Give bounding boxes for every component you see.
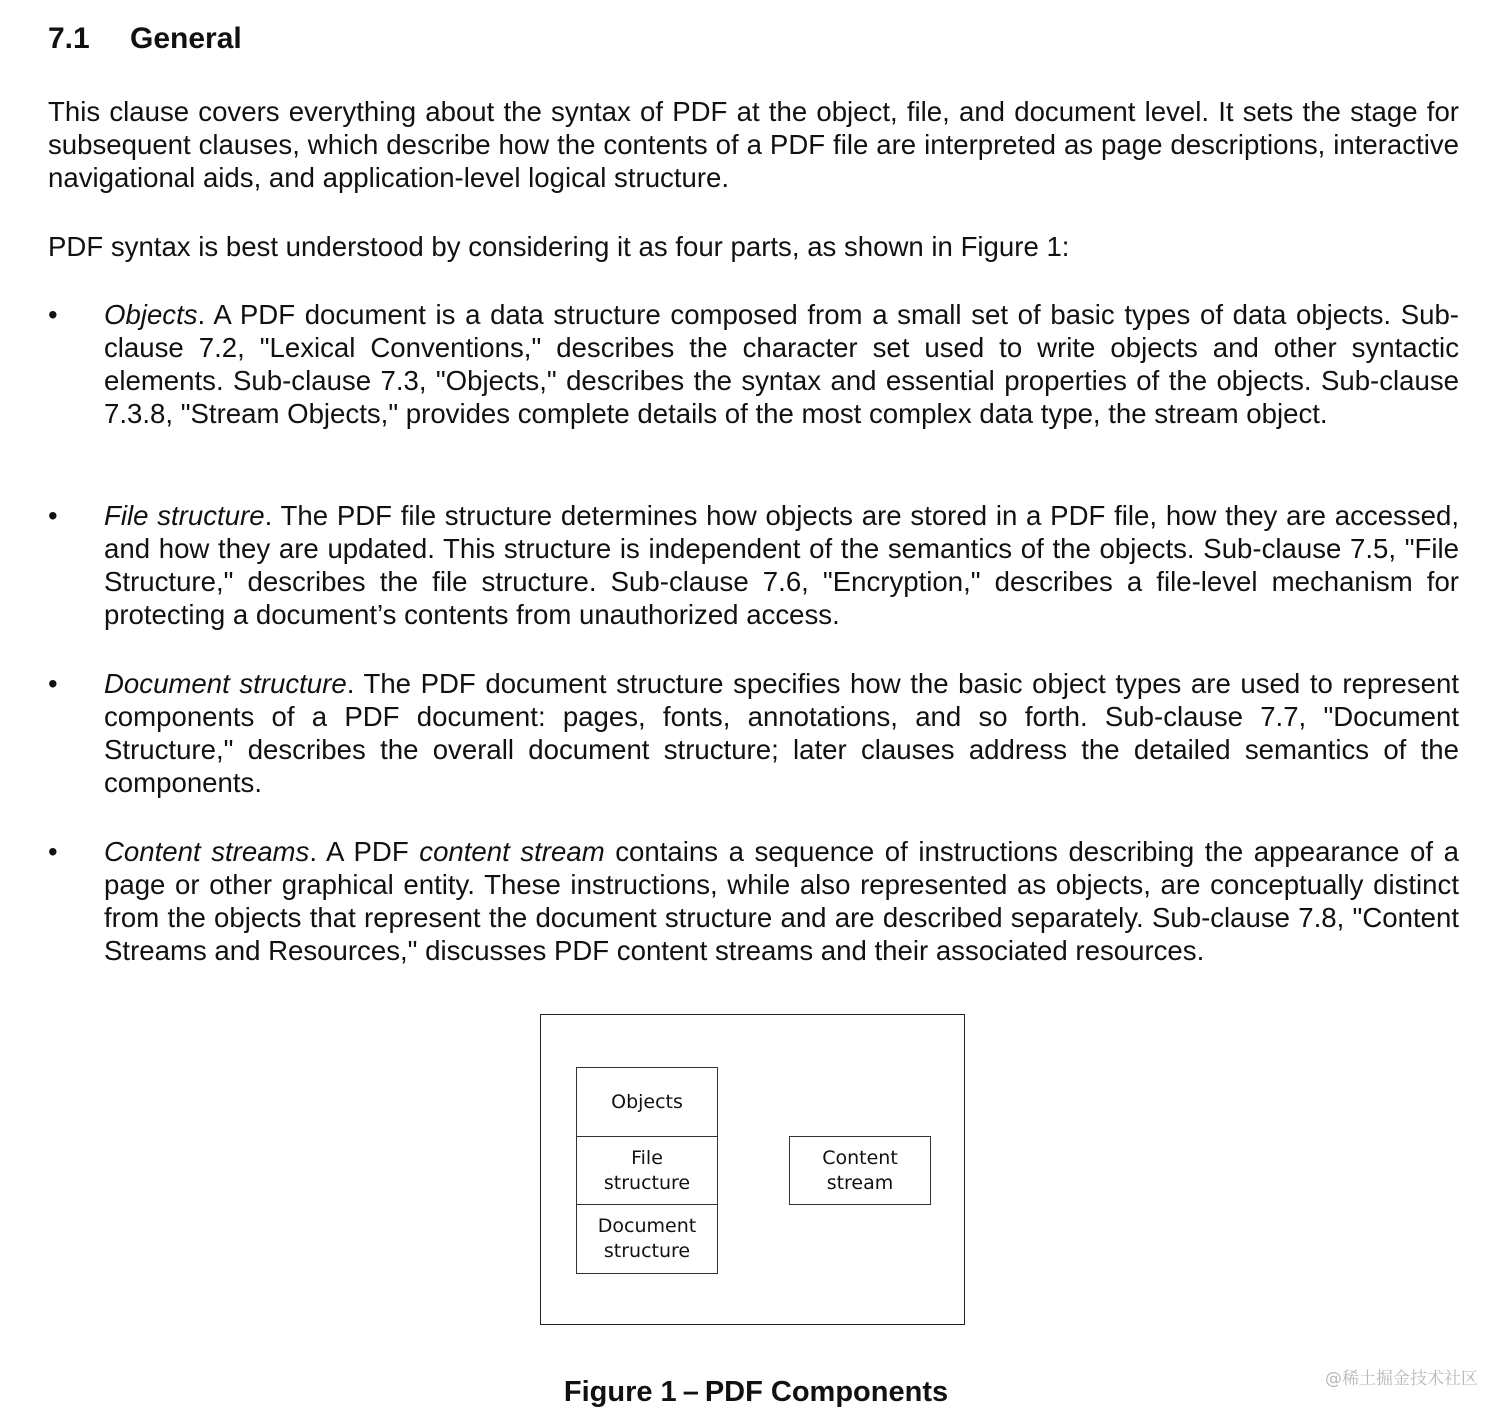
file-structure-label: File structure xyxy=(603,1146,691,1194)
bullet-body: . The PDF file structure determines how objects are stored in a PDF file, how they are accessed, and how they are updated. This structure is independent of the semantics of the objects. Sub-clause 7.5, "File Structure," describes the file structure. Sub-clause 7.6, "Encryption," describes a file-level mechanism for protecting a document’s contents from unauthorized access. xyxy=(104,500,1459,630)
objects-label: Objects xyxy=(611,1090,683,1113)
bullet-marker: • xyxy=(48,836,58,867)
bullet-body: . A PDF document is a data structure composed from a small set of basic types of data objects. Sub-clause 7.2, "Lexical Conventions," describes the character set used to write objects and other syntactic elements. Sub-clause 7.3, "Objects," describes the syntax and essential properties of the objects. Sub-clause 7.3.8, "Stream Objects," provides complete details of the most complex data type, the stream object. xyxy=(104,299,1459,429)
bullet-body: . The PDF document structure specifies how the basic object types are used to represent components of a PDF document: pages, fonts, annotations, and so forth. Sub-clause 7.7, "Document Structure," describes the overall document structure; later clauses address the detailed semantics of the components. xyxy=(104,668,1459,798)
caption-title: PDF Components xyxy=(704,1376,949,1408)
file-structure-box xyxy=(576,1136,718,1205)
bullet-term-inline: content stream xyxy=(419,836,605,867)
bullet-objects xyxy=(48,298,1459,430)
section-heading xyxy=(48,22,242,56)
content-stream-box xyxy=(789,1136,931,1205)
figure-caption xyxy=(0,1376,1512,1409)
bullet-term: Document structure xyxy=(104,668,347,699)
caption-dash: – xyxy=(682,1376,699,1408)
objects-box xyxy=(576,1067,718,1137)
bullet-marker: • xyxy=(48,299,58,330)
bullet-file-structure xyxy=(48,499,1459,631)
bullet-content-streams xyxy=(48,835,1459,967)
bullet-marker: • xyxy=(48,500,58,531)
document-structure-label: Document structure xyxy=(597,1215,697,1262)
watermark: @稀土掘金技术社区 xyxy=(1325,1369,1478,1389)
bullet-term: File structure xyxy=(104,500,265,531)
bullet-body-b: contains a sequence of instructions describing the appearance of a page or other graphical entity. These instructions, while also represented as objects, are conceptually distinct from the objects that represent the document structure and are described separately. Sub-clause 7.8, "Content Streams and Resources," discusses PDF content streams and their associated resources. xyxy=(104,836,1459,966)
section-number: 7.1 xyxy=(48,22,90,55)
bullet-term: Content streams xyxy=(104,836,310,867)
content-stream-label: Content stream xyxy=(822,1146,898,1194)
bullet-document-structure xyxy=(48,667,1459,799)
intro-paragraph-1: This clause covers everything about the syntax of PDF at the object, file, and document level. It sets the stage for subsequent clauses, which describe how the contents of a PDF file are interpreted as page descriptions, interactive navigational aids, and application-level logical structure. xyxy=(48,96,1459,193)
bullet-text xyxy=(104,298,1459,430)
section-title: General xyxy=(130,22,242,55)
bullet-term: Objects xyxy=(104,299,198,330)
bullet-marker: • xyxy=(48,668,58,699)
document-structure-box xyxy=(576,1204,718,1274)
bullet-text xyxy=(104,667,1459,799)
bullet-body-a: . A PDF xyxy=(309,836,420,867)
intro-paragraph-2: PDF syntax is best understood by considering it as four parts, as shown in Figure 1: xyxy=(48,231,1070,262)
pdf-components-figure xyxy=(540,1014,965,1325)
caption-label: Figure 1 xyxy=(563,1376,677,1408)
bullet-text xyxy=(104,835,1459,967)
bullet-text xyxy=(104,499,1459,631)
